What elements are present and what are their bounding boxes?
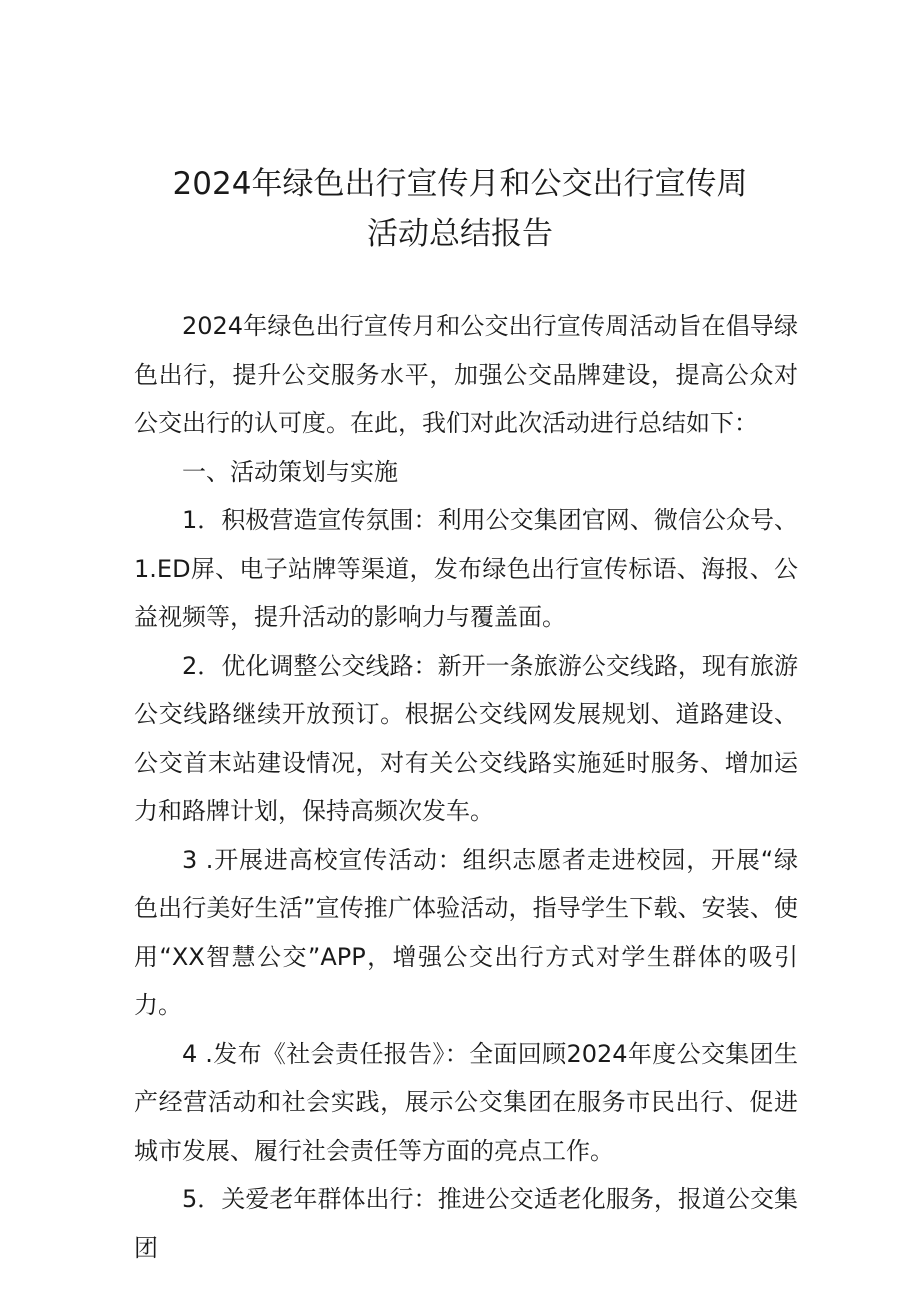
item-paragraph-3: 3 .开展进高校宣传活动：组织志愿者走进校园，开展“绿色出行美好生活”宣传推广体验活动，指导学生下载、安装、使用“XX智慧公交”APP，增强公交出行方式对学生群体的吸引力。 [134, 845, 798, 1019]
item-paragraph-2: 2．优化调整公交线路：新开一条旅游公交线路，现有旅游公交线路继续开放预订。根据公交线网发展规划、道路建设、公交首末站建设情况，对有关公交线路实施延时服务、增加运力和路牌计划，保持高频次发车。 [134, 651, 798, 825]
intro-paragraph: 2024年绿色出行宣传月和公交出行宣传周活动旨在倡导绿色出行，提升公交服务水平，加强公交品牌建设，提高公众对公交出行的认可度。在此，我们对此次活动进行总结如下： [134, 312, 798, 437]
item-paragraph-5: 5．关爱老年群体出行：推进公交适老化服务，报道公交集团 [134, 1185, 798, 1262]
document-title-line-1: 2024年绿色出行宣传月和公交出行宣传周 [172, 166, 748, 202]
item-paragraph-4: 4 .发布《社会责任报告》：全面回顾2024年度公交集团生产经营活动和社会实践，展示公交集团在服务市民出行、促进城市发展、履行社会责任等方面的亮点工作。 [134, 1039, 798, 1165]
document-body [134, 302, 798, 1272]
item-paragraph-1: 1．积极营造宣传氛围：利用公交集团官网、微信公众号、1.ED屏、电子站牌等渠道，发布绿色出行宣传标语、海报、公益视频等，提升活动的影响力与覆盖面。 [134, 506, 798, 631]
document-title-line-2: 活动总结报告 [367, 216, 553, 252]
section-heading-planning: 一、活动策划与实施 [182, 457, 398, 486]
